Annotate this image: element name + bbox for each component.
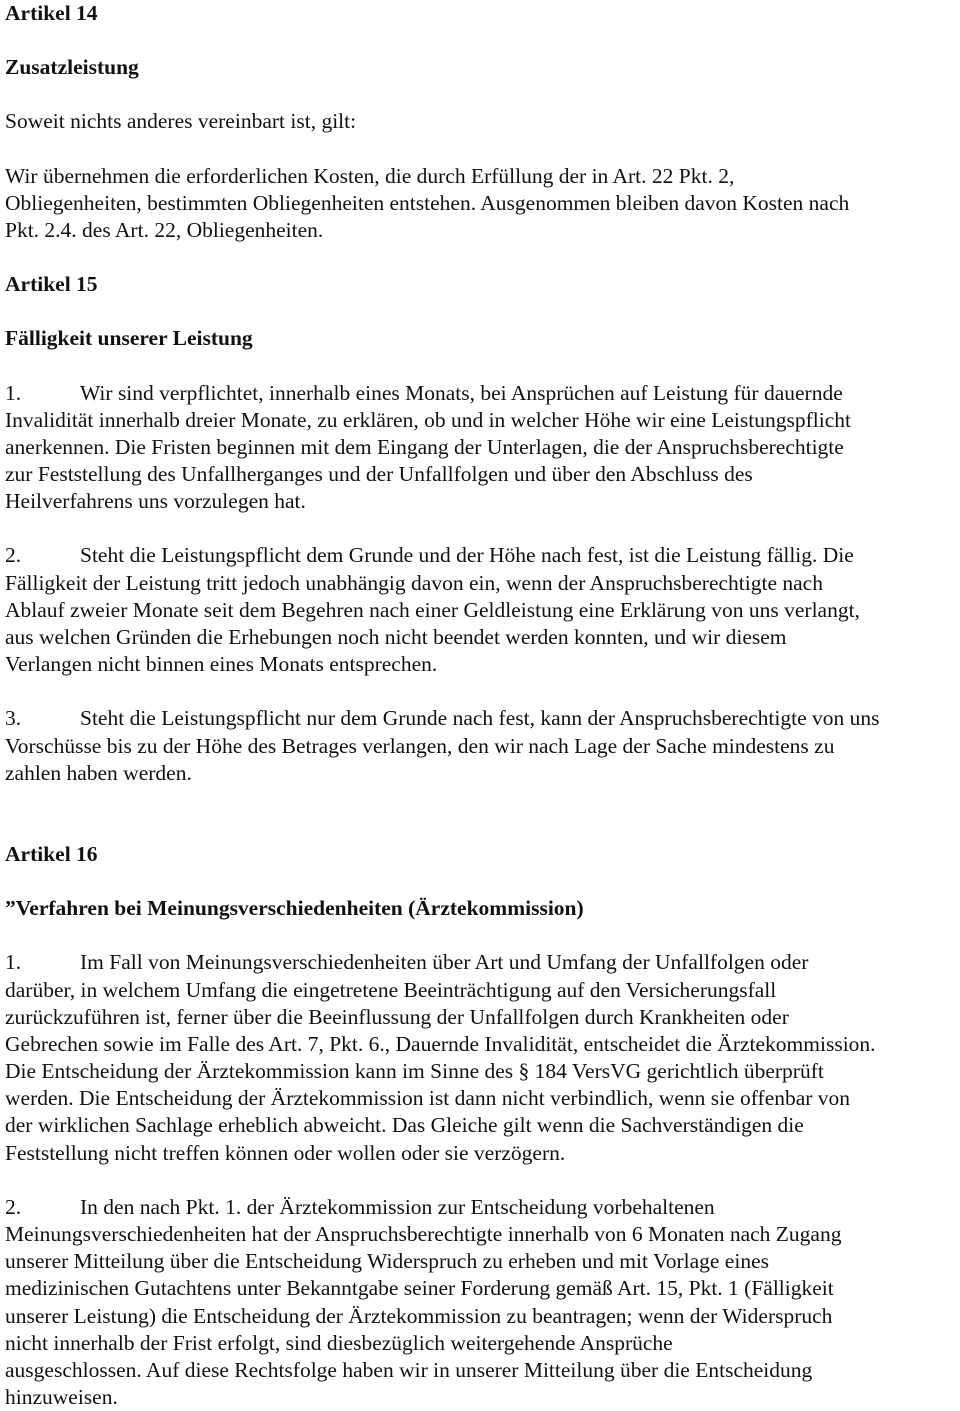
item-line: medizinischen Gutachtens unter Bekanntgabe seiner Forderung gemäß Art. 15, Pkt. 1 (Fälligkeit <box>5 1276 834 1301</box>
item-first-line: Steht die Leistungspflicht nur dem Grunde nach fest, kann der Anspruchsberechtigte von uns <box>80 706 880 731</box>
article-15-item-1 <box>5 380 960 516</box>
item-line: zur Feststellung des Unfallherganges und der Unfallfolgen und über den Abschluss des <box>5 462 753 487</box>
item-line: nicht innerhalb der Frist erfolgt, sind diesbezüglich weitergehende Ansprüche <box>5 1330 673 1355</box>
item-first-line: Wir sind verpflichtet, innerhalb eines Monats, bei Ansprüchen auf Leistung für dauernde <box>80 380 843 405</box>
article-15-heading: Fälligkeit unserer Leistung <box>5 326 253 351</box>
article-16-heading: ”Verfahren bei Meinungsverschiedenheiten (Ärztekommission) <box>5 896 584 921</box>
item-line: anerkennen. Die Fristen beginnen mit dem Eingang der Unterlagen, die der Anspruchsberechtigte <box>5 434 844 459</box>
item-line: zahlen haben werden. <box>5 760 192 785</box>
paragraph-line: Obliegenheiten, bestimmten Obliegenheiten entstehen. Ausgenommen bleiben davon Kosten nach <box>5 190 850 215</box>
item-number: 1. <box>5 380 22 405</box>
item-line: aus welchen Gründen die Erhebungen noch nicht beendet werden konnten, und wir diesem <box>5 625 787 649</box>
item-line: unserer Leistung) die Entscheidung der Ärztekommission zu beantragen; wenn der Widerspruch <box>5 1303 833 1328</box>
item-number: 3. <box>5 706 22 731</box>
item-line: Verlangen nicht binnen eines Monats entsprechen. <box>5 652 438 677</box>
item-line: Die Entscheidung der Ärztekommission kann im Sinne des § 184 VersVG gerichtlich überprüft <box>5 1059 824 1084</box>
item-line: Gebrechen sowie im Falle des Art. 7, Pkt. 6., Dauernde Invalidität, entscheidet die Ärztekommission. <box>5 1031 876 1056</box>
item-line: darüber, in welchem Umfang die eingetretene Beeinträchtigung auf den Versicherungsfall <box>5 977 777 1002</box>
item-line: Heilverfahrens uns vorzulegen hat. <box>5 489 306 514</box>
item-line: der wirklichen Sachlage erheblich abweicht. Das Gleiche gilt wenn die Sachverständigen die <box>5 1113 804 1138</box>
article-16-number: Artikel 16 <box>5 841 98 866</box>
item-line: Fälligkeit der Leistung tritt jedoch unabhängig davon ein, wenn der Anspruchsberechtigte nach <box>5 570 823 595</box>
item-line: Meinungsverschiedenheiten hat der Anspruchsberechtigte innerhalb von 6 Monaten nach Zugang <box>5 1222 842 1246</box>
item-line: Feststellung nicht treffen können oder wollen oder sie verzögern. <box>5 1140 566 1165</box>
item-number: 2. <box>5 1194 22 1219</box>
item-first-line: In den nach Pkt. 1. der Ärztekommission zur Entscheidung vorbehaltenen <box>80 1194 715 1219</box>
article-14-heading: Zusatzleistung <box>5 55 139 80</box>
item-number: 1. <box>5 950 22 975</box>
item-line: unserer Mitteilung über die Entscheidung Widerspruch zu erheben und mit Vorlage eines <box>5 1249 769 1274</box>
document-page <box>5 0 960 1411</box>
item-line: Invalidität innerhalb dreier Monate, zu erklären, ob und in welcher Höhe wir eine Leistungspflicht <box>5 407 851 432</box>
item-line: hinzuweisen. <box>5 1385 118 1410</box>
item-number: 2. <box>5 543 22 568</box>
item-line: zurückzuführen ist, ferner über die Beeinflussung der Unfallfolgen durch Krankheiten oder <box>5 1004 789 1029</box>
article-15-item-2 <box>5 542 960 678</box>
article-15-number: Artikel 15 <box>5 272 98 297</box>
article-14-number: Artikel 14 <box>5 1 98 25</box>
item-line: ausgeschlossen. Auf diese Rechtsfolge haben wir in unserer Mitteilung über die Entscheidung <box>5 1357 813 1382</box>
article-14-intro: Soweit nichts anderes vereinbart ist, gilt: <box>5 109 357 134</box>
paragraph-line: Pkt. 2.4. des Art. 22, Obliegenheiten. <box>5 217 324 242</box>
article-16-item-1 <box>5 949 960 1167</box>
article-15-item-3 <box>5 705 960 787</box>
article-16-item-2 <box>5 1194 960 1411</box>
paragraph-line: Wir übernehmen die erforderlichen Kosten, die durch Erfüllung der in Art. 22 Pkt. 2, <box>5 163 735 188</box>
item-line: werden. Die Entscheidung der Ärztekommission ist dann nicht verbindlich, wenn sie offenbar von <box>5 1086 851 1111</box>
item-line: Ablauf zweier Monate seit dem Begehren nach einer Geldleistung eine Erklärung von uns verlangt, <box>5 597 860 622</box>
item-line: Vorschüsse bis zu der Höhe des Betrages verlangen, den wir nach Lage der Sache mindestens zu <box>5 733 835 758</box>
item-first-line: Steht die Leistungspflicht dem Grunde und der Höhe nach fest, ist die Leistung fällig. Die <box>80 543 854 568</box>
item-first-line: Im Fall von Meinungsverschiedenheiten über Art und Umfang der Unfallfolgen oder <box>80 950 809 975</box>
article-14-paragraph <box>5 163 960 245</box>
